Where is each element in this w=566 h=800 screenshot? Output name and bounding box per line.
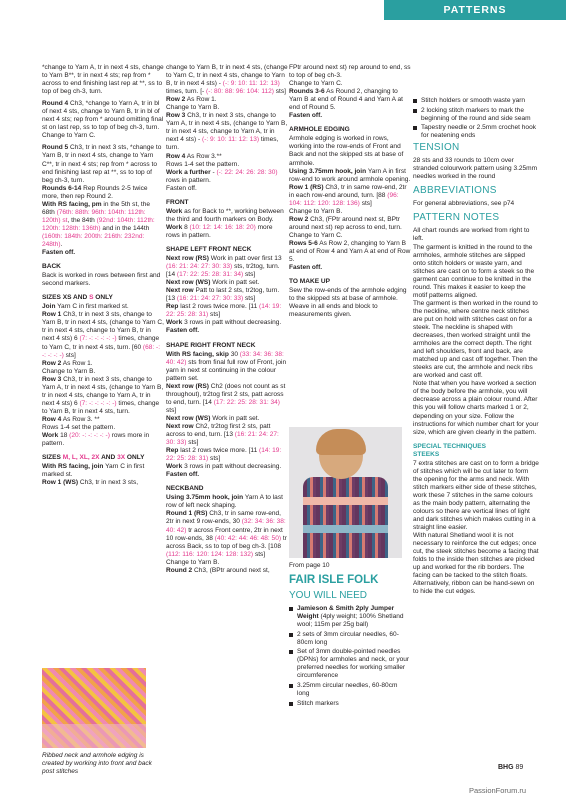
paragraph: Back is worked in rows between first and second markers. [42, 272, 161, 288]
list-item: 2 locking stitch markers to mark the beginning of the round and side seam [413, 107, 539, 123]
section-heading: SIZES XS AND S ONLY [42, 294, 113, 302]
column-1 [42, 64, 164, 491]
list-item: Set of 3mm double-pointed needles (DPNs) for armholes and neck, or your preferred needles for working smaller circumference [289, 648, 411, 680]
paragraph: FPtr around next st) rep around to end, ss to top of beg ch-3. Change to Yarn C. Rounds 3-6 As Round 2, changing to Yarn B at end of Round 4 and Yarn A at end of Round 5. Fasten off. [289, 64, 411, 120]
section-heading: BACK [42, 263, 61, 271]
folio: BHG 89 [498, 764, 524, 771]
abbreviations-heading: ABBREVIATIONS [413, 185, 497, 197]
column-3 [289, 64, 411, 323]
paragraph: Next row (RS) Work in patt over first 13 (16: 21: 24: 27: 30: 33) sts, tr2tog, turn. [14 (17: 22: 25: 28: 31: 34) sts] Next row (WS) Work in patt set. Next row Patt to last 2 sts, tr2tog, turn. [13 (16: 21: 24: 27: 30: 33) sts] Rep last 2 rows twice more. [11 (14: 19: 22: 25: 28: 31) sts] Work 3 rows in patt without decreasing. Fasten off. [166, 255, 282, 335]
list-item: Stitch markers [289, 700, 411, 708]
section-heading: ARMHOLE EDGING [289, 126, 350, 134]
list-item: 2 sets of 3mm circular needles, 60-80cm long [289, 631, 411, 647]
you-will-need-heading: YOU WILL NEED [289, 590, 367, 601]
list-item: 3.25mm circular needles, 60-80cm long [289, 682, 411, 698]
list-item: Stitch holders or smooth waste yarn [413, 97, 539, 105]
paragraph: 7 extra stitches are cast on to form a bridge of stitches which will be cut later to form the opening for the arms and neck. With stitch markers either side of these stitches, work these 7 stitches in the same colours as the main body pattern, alternating the colours so there are vertical lines of light and dark stitches which makes cutting in a straight line easier. With natural Shetland wool it is not necessary to reinforce the cut edges; once cut, the steek stitches become a facing that folds to the inside then stitches are picked up and worked for the rib borders. The facing can be tacked to the stitch floats. Alternatively, ribbon can be hand-sewn on to hide the cut edges. [413, 459, 539, 596]
paragraph: Armhole edging is worked in rows, working into the row-ends of Front and Back and not the skipped sts at base of armhole. Using 3.75mm hook, join Yarn A in first row-end to work around armhole opening. Row 1 (RS) Ch3, tr in same row-end, 2tr in each row-end around, turn. [88 (96: 104: 112: 120: 128: 136) sts] Change to Yarn B. Row 2 Ch3, (FPtr around next st, BPtr around next st) rep across to end, turn. Change to Yarn C. Rows 5-6 As Row 2, changing to Yarn B at end of Row 4 and Yarn A at end of Row 5. Fasten off. [289, 135, 411, 272]
paragraph: Sew the row-ends of the armhole edging to the skipped sts at base of armhole. Weave in all ends and block to measurements given. [289, 287, 407, 319]
paragraph: Round 5 Ch3, tr in next 3 sts, *change to Yarn B, tr in next 4 sts, change to Yarn C**, tr in next 4 sts; rep from * across to end finishing last rep at **, ss to top of beg ch-3, turn. Rounds 6-14 Rep Rounds 2-5 twice more, then rep Round 2. With RS facing, pm in the 5th st, the 68th (76th: 88th: 96th: 104th: 112th: 120th) st, the 84th (92nd: 104th: 112th: 120th: 128th: 136th) and in the 144th (160th: 184th: 200th: 216th: 232nd: 248th). Fasten off. [42, 144, 162, 257]
paragraph: 28 sts and 33 rounds to 10cm over stranded colourwork pattern using 3.25mm needles worked in the round [413, 157, 538, 181]
section-heading: FRONT [166, 198, 189, 206]
materials-list [289, 605, 411, 708]
section-heading: TO MAKE UP [289, 278, 330, 286]
paragraph: Using 3.75mm hook, join Yarn A to last row of left neck shaping. Round 1 (RS) Ch3, tr in same row-end, 2tr in next 9 row-ends, 30 (32: 34: 36: 38: 40: 42) tr across Front centre, 2tr in next 10 row-ends, 38 (40: 42: 44: 46: 48: 50) tr across Back, ss to top of beg ch-3. [108 (112: 116: 120: 124: 128: 132) sts] Change to Yarn B. Round 2 Ch3, (BPtr around next st, [166, 494, 287, 574]
photo-caption: Ribbed neck and armhole edging is created by working into front and back post stitches [42, 752, 152, 775]
list-item: Jamieson & Smith 2ply Jumper Weight (4ply weight; 100% Shetland wool; 115m per 25g ball) [289, 605, 411, 629]
section-heading: SHAPE RIGHT FRONT NECK [166, 341, 256, 349]
section-heading: SPECIAL TECHNIQUES STEEKS [413, 442, 486, 458]
paragraph: With RS facing, join Yarn C in first marked st. Row 1 (WS) Ch3, tr in next 3 sts, [42, 463, 145, 487]
tension-heading: TENSION [413, 142, 460, 154]
pattern-title-block [289, 574, 411, 710]
list-item: Tapestry needle or 2.5mm crochet hook for neatening ends [413, 124, 539, 140]
section-heading: SIZES M, L, XL, 2X AND 3X ONLY [42, 454, 145, 462]
section-heading: SHAPE LEFT FRONT NECK [166, 245, 252, 253]
fair-isle-vest-photo [289, 427, 402, 558]
paragraph: For general abbreviations, see p74 [413, 200, 515, 208]
paragraph: *change to Yarn A, tr in next 4 sts, change to Yarn B**, tr in next 4 sts; rep from * across to end finishing last rep at **, ss to top of beg ch-3, turn. [42, 64, 164, 96]
paragraph: Join Yarn C in first marked st. Row 1 Ch3, tr in next 3 sts, change to Yarn B, tr in next 4 sts, (change to Yarn C, tr in next 4 sts, change to Yarn B, tr in next 4 sts) 6 (7: -: -: -: -: -) times, change to Yarn C, tr in next 4 sts, turn. [60 (68: -: -: -: -: -) sts] Row 2 As Row 1. Change to Yarn B. Row 3 Ch3, tr in next 3 sts, change to Yarn A, tr in next 4 sts, (change to Yarn B, tr in next 4 sts, change to Yarn A, tr in next 4 sts) 6 (7: -: -: -: -: -) times, change to Yarn B, tr in next 4 sts, turn. Row 4 As Row 3. ** Rows 1-4 set the pattern. Work 18 (20: -: -: -: -: -) rows more in pattern. [42, 303, 164, 448]
column-4 [413, 97, 539, 601]
pattern-notes-heading: PATTERN NOTES [413, 212, 500, 224]
paragraph: Work as for Back to **, working between the third and fourth markers on Body. Work 8 (10: 12: 14: 16: 18: 20) more rows in pattern. [166, 207, 284, 239]
watermark: PassionForum.ru [469, 786, 527, 795]
section-tab: PATTERNS [384, 0, 566, 20]
column-2 [166, 64, 288, 579]
photo-caption: From page 10 [289, 562, 330, 569]
paragraph: All chart rounds are worked from right to left. The garment is knitted in the round to the armholes, armhole stitches are slipped onto stitch holders or waste yarn, and stitches are cast on to form a steek so the garment can continue to be knitted in the round. This makes it easier to keep the motif patterns aligned. The garment is then worked in the round to the neckline, where centre neck stitches are put on hold with stitches cast on for a steek. The neckline is shaped with decreases, then worked straight until the armholes are the correct depth. The right and left shoulders, front and back, are matched up and cast off together. Then the steeks are cut, the armhole and neck ribs are worked and cast off. Note that when you have worked a section of the body before the armhole, you will decrease across a plain colour round. After this you will follow charts marked 1 or 2, depending on your size. Follow the instructions for which number chart for your size, which are given clearly in the pattern. [413, 227, 539, 436]
materials-list [413, 97, 539, 140]
ribbed-edging-photo [42, 668, 146, 748]
section-heading: NECKBAND [166, 485, 204, 493]
paragraph: Round 4 Ch3, *change to Yarn A, tr in bl of next 4 sts, change to Yarn B, tr in bl of next 4 sts; rep from * around omitting final st on last rep, ss to top of beg ch-3, turn. Change to Yarn C. [42, 100, 164, 140]
paragraph: change to Yarn B, tr in next 4 sts, (change to Yarn C, tr in next 4 sts, change to Yarn B, tr in next 4 sts) - (-: 9: 10: 11: 12: 13) times, turn. [- (-: 80: 88: 96: 104: 112) sts] Row 2 As Row 1. Change to Yarn B. Row 3 Ch3, tr in next 3 sts, change to Yarn A, tr in next 4 sts, (change to Yarn B, tr in next 4 sts, change to Yarn A, tr in next 4 sts) - (-: 9: 10: 11: 12: 13) times, turn. Row 4 As Row 3.** Rows 1-4 set the pattern. Work a further - (-: 22: 24: 26: 28: 30) rows in pattern. Fasten off. [166, 64, 288, 192]
pattern-title: FAIR ISLE FOLK [289, 574, 379, 586]
paragraph: With RS facing, skip 30 (33: 34: 36: 38: 40: 42) sts from final full row of Front, join yarn in next st continuing in the colour pattern set. Next row (RS) Ch2 (does not count as st throughout), tr2tog first 2 sts, patt across to end, turn. [14 (17: 22: 25: 28: 31: 34) sts] Next row (WS) Work in patt set. Next row Ch2, tr2tog first 2 sts, patt across to end, turn. [13 (16: 21: 24: 27: 30: 33) sts] Rep last 2 rows twice more. [11 (14: 19: 22: 25: 28: 31) sts] Work 3 rows in patt without decreasing. Fasten off. [166, 350, 287, 479]
